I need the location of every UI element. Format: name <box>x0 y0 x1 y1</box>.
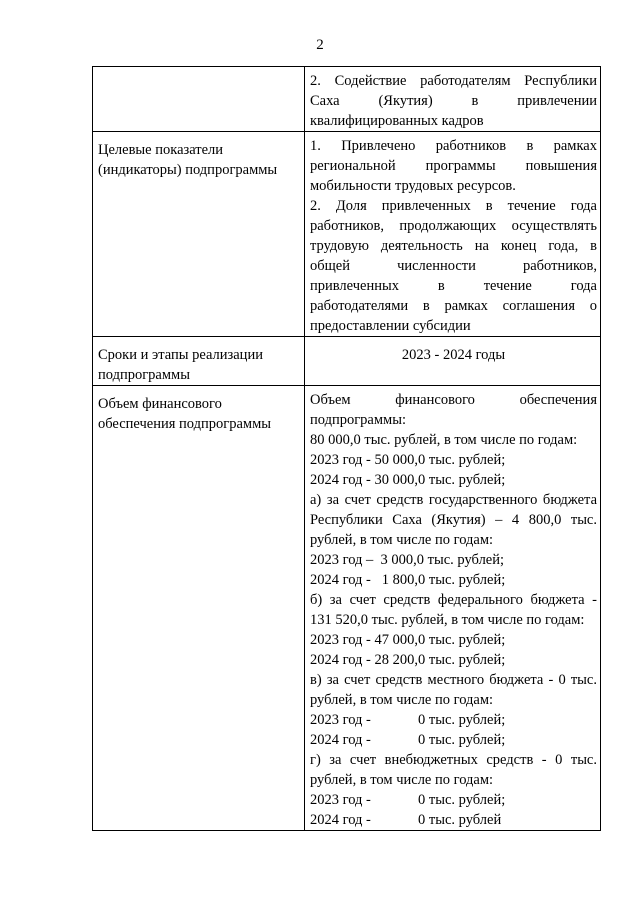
row-value-cell <box>305 132 601 337</box>
table-row <box>93 337 601 386</box>
row-value-line: 2024 год - 1 800,0 тыс. рублей; <box>310 572 506 588</box>
row-label-cell <box>93 386 305 831</box>
row-value-line: 2. Содействие работодателям Республики <box>310 73 597 89</box>
row-value-line: 2023 год - 0 тыс. рублей; <box>310 792 506 808</box>
row-value-line: 2024 год - 0 тыс. рублей; <box>310 732 506 748</box>
row-value-line: а) за счет средств государственного бюджета <box>310 492 597 508</box>
row-label-line: обеспечения подпрограммы <box>98 416 272 432</box>
row-value-line: 2023 - 2024 годы <box>401 347 506 363</box>
row-label-cell <box>93 67 305 132</box>
table-row <box>93 386 601 831</box>
row-value-line: 1. Привлечено работников в рамках <box>310 138 597 154</box>
row-label-line: Сроки и этапы реализации <box>98 347 263 363</box>
row-value-line: 2024 год - 30 000,0 тыс. рублей; <box>310 472 506 488</box>
row-value-line: рублей, в том числе по годам: <box>310 532 494 548</box>
row-value-line: в) за счет средств местного бюджета - 0 тыс. <box>310 672 597 688</box>
row-label-cell <box>93 337 305 386</box>
row-value-line: мобильности трудовых ресурсов. <box>310 178 516 194</box>
row-value-line: квалифицированных кадров <box>310 113 484 129</box>
row-value-line: б) за счет средств федерального бюджета - <box>310 592 597 608</box>
page-number: 2 <box>316 37 324 53</box>
row-value-line: рублей, в том числе по годам: <box>310 692 494 708</box>
row-value-line: предоставлении субсидии <box>310 318 471 334</box>
row-value-line: 2024 год - 28 200,0 тыс. рублей; <box>310 652 506 668</box>
row-label-line: Целевые показатели <box>98 142 224 158</box>
row-value-line: Саха (Якутия) в привлечении <box>310 93 597 109</box>
subprogram-passport-table <box>92 66 601 831</box>
row-value-line: 131 520,0 тыс. рублей, в том числе по годам: <box>310 612 585 628</box>
row-value-line: подпрограммы: <box>310 412 406 428</box>
row-value-line: работодателями в рамках соглашения о <box>310 298 597 314</box>
row-value-cell <box>305 386 601 831</box>
row-value-line: Республики Саха (Якутия) – 4 800,0 тыс. <box>310 512 597 528</box>
row-value-line: 2023 год - 47 000,0 тыс. рублей; <box>310 632 506 648</box>
row-label-line: Объем финансового <box>98 396 222 412</box>
row-value-line: 2023 год - 0 тыс. рублей; <box>310 712 506 728</box>
row-value-cell <box>305 337 601 386</box>
row-value-line: работников, продолжающих осуществлять <box>310 218 597 234</box>
row-label-cell <box>93 132 305 337</box>
row-value-line: региональной программы повышения <box>310 158 597 174</box>
row-value-line: привлеченных в течение года <box>310 278 597 294</box>
row-value-line: Объем финансового обеспечения <box>310 392 597 408</box>
table-body <box>93 67 601 831</box>
row-value-line: рублей, в том числе по годам: <box>310 772 494 788</box>
row-value-line: 2023 год – 3 000,0 тыс. рублей; <box>310 552 505 568</box>
row-value-line: 80 000,0 тыс. рублей, в том числе по годам: <box>310 432 578 448</box>
row-value-line: трудовую деятельность на конец года, в <box>310 238 597 254</box>
row-value-line: г) за счет внебюджетных средств - 0 тыс. <box>310 752 597 768</box>
row-value-line: общей численности работников, <box>310 258 597 274</box>
row-value-line: 2. Доля привлеченных в течение года <box>310 198 597 214</box>
row-value-line: 2023 год - 50 000,0 тыс. рублей; <box>310 452 506 468</box>
table-row <box>93 67 601 132</box>
row-label-line: подпрограммы <box>98 367 190 383</box>
table-row <box>93 132 601 337</box>
row-value-line: 2024 год - 0 тыс. рублей <box>310 812 502 828</box>
row-value-cell <box>305 67 601 132</box>
row-label-line: (индикаторы) подпрограммы <box>98 162 278 178</box>
